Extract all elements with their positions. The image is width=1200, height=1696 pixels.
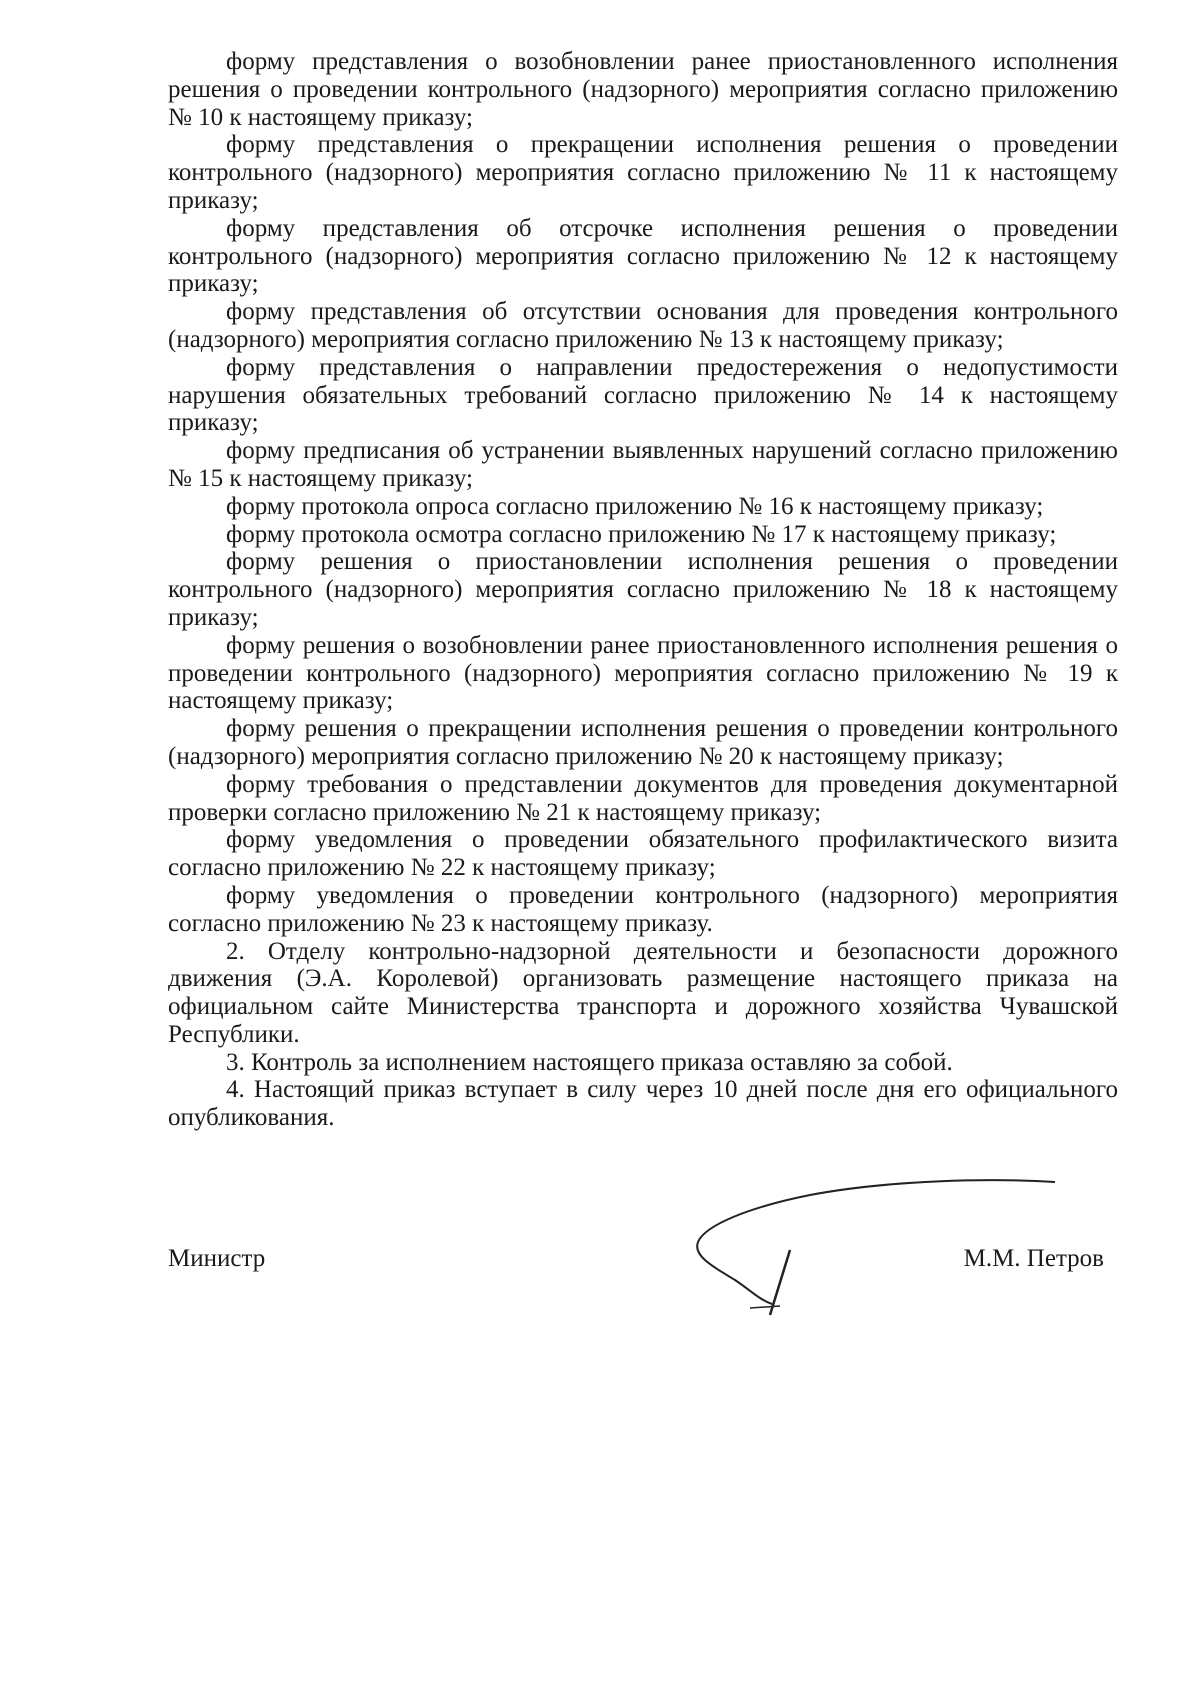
paragraph: форму решения о возобновлении ранее приостановленного исполнения решения о проведении контрольного (надзорного) мероприятия согласно приложению № 19 к настоящему приказу; xyxy=(168,631,1118,715)
paragraph: форму предписания об устранении выявленных нарушений согласно приложению № 15 к настоящему приказу; xyxy=(168,437,1118,492)
signatory-position: Министр xyxy=(168,1245,266,1272)
paragraph: форму представления об отсутствии основания для проведения контрольного (надзорного) мероприятия согласно приложению № 13 к настоящему приказу; xyxy=(168,298,1118,353)
paragraph: 2. Отделу контрольно-надзорной деятельности и безопасности дорожного движения (Э.А. Королевой) организовать размещение настоящего приказа на официальном сайте Министерства транспорта и дорожного хозяйства Чувашской Республики. xyxy=(168,937,1118,1048)
paragraph: форму протокола опроса согласно приложению № 16 к настоящему приказу; xyxy=(226,492,1044,520)
document-body xyxy=(168,48,1118,1132)
paragraph: форму решения о прекращении исполнения решения о проведении контрольного (надзорного) мероприятия согласно приложению № 20 к настоящему приказу; xyxy=(168,715,1118,770)
paragraph: форму представления о возобновлении ранее приостановленного исполнения решения о проведении контрольного (надзорного) мероприятия согласно приложению № 10 к настоящему приказу; xyxy=(168,48,1118,131)
paragraph: форму протокола осмотра согласно приложению № 17 к настоящему приказу; xyxy=(226,520,1057,548)
signatory-name: М.М. Петров xyxy=(963,1245,1104,1272)
paragraph: форму решения о приостановлении исполнения решения о проведении контрольного (надзорного) мероприятия согласно приложению № 18 к настоящему приказу; xyxy=(168,548,1118,631)
paragraph: форму представления об отсрочке исполнения решения о проведении контрольного (надзорного) мероприятия согласно приложению № 12 к настоящему приказу; xyxy=(168,214,1118,298)
paragraph: форму требования о представлении документов для проведения документарной проверки согласно приложению № 21 к настоящему приказу; xyxy=(168,770,1118,826)
paragraph: 4. Настоящий приказ вступает в силу через 10 дней после дня его официального опубликования. xyxy=(168,1076,1118,1132)
paragraph: форму представления о прекращении исполнения решения о проведении контрольного (надзорного) мероприятия согласно приложению № 11 к настоящему приказу; xyxy=(168,131,1118,214)
paragraph: форму уведомления о проведении контрольного (надзорного) мероприятия согласно приложению № 23 к настоящему приказу. xyxy=(168,881,1118,937)
paragraph: 3. Контроль за исполнением настоящего приказа оставляю за собой. xyxy=(226,1048,953,1076)
signature-block xyxy=(168,1245,1118,1285)
paragraph: форму уведомления о проведении обязательного профилактического визита согласно приложению № 22 к настоящему приказу; xyxy=(168,826,1118,882)
paragraph: форму представления о направлении предостережения о недопустимости нарушения обязательных требований согласно приложению № 14 к настоящему приказу; xyxy=(168,353,1118,437)
